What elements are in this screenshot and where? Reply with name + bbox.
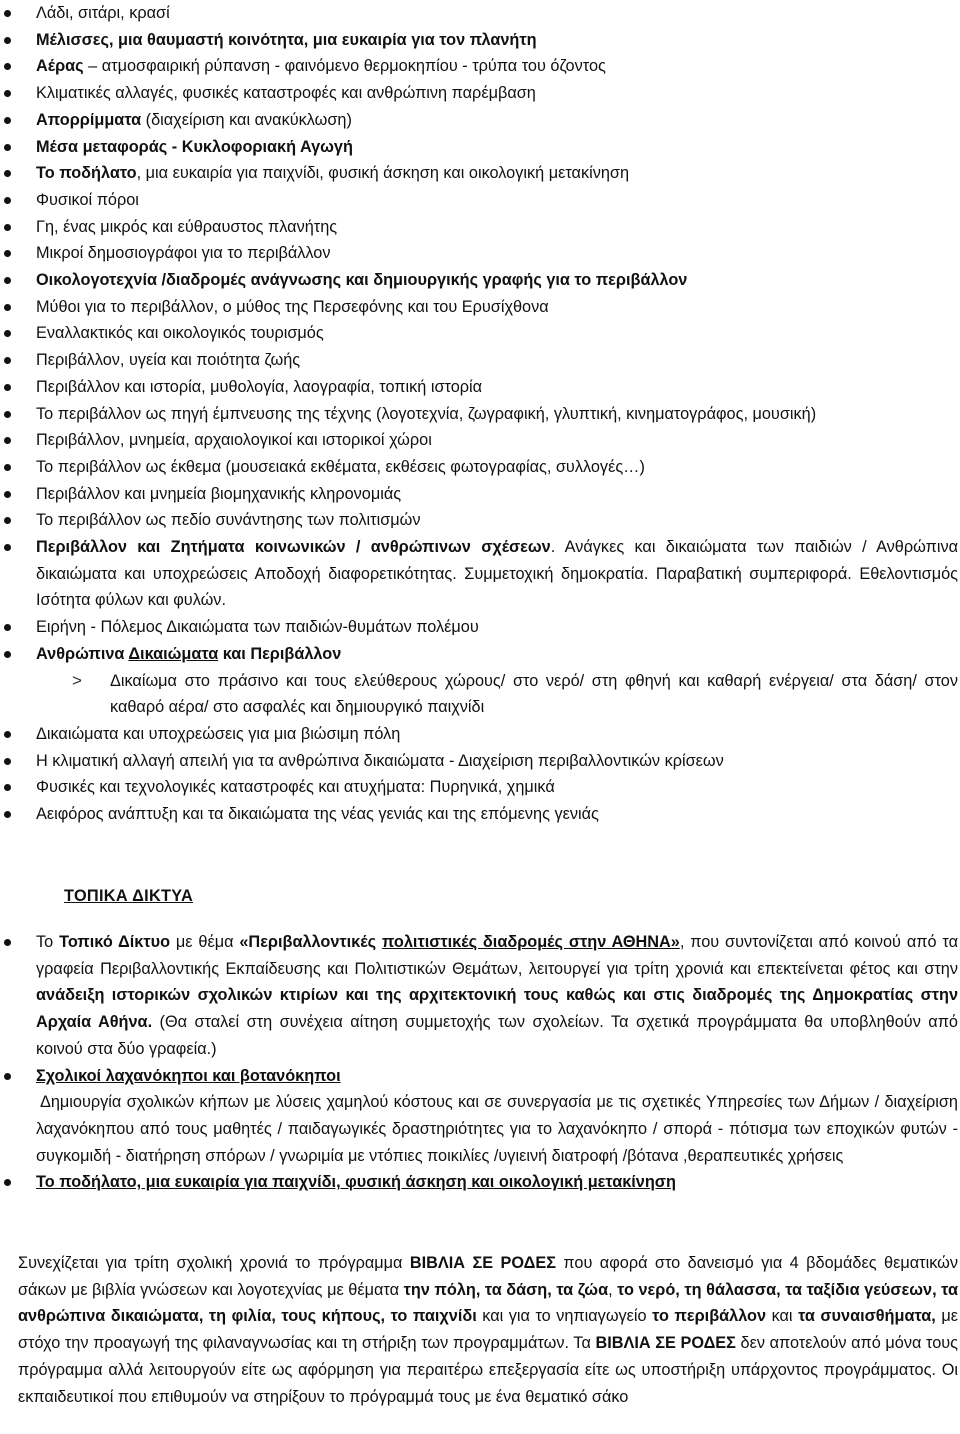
bullet-icon <box>4 277 11 284</box>
text-run: και <box>766 1307 799 1326</box>
list-item-text <box>36 725 400 743</box>
text-run: Μύθοι για το περιβάλλον, ο μύθος της Περσεφόνης και του Ερυσίχθονα <box>36 297 549 316</box>
text-run: πολιτιστικές διαδρομές στην ΑΘΗΝΑ» <box>381 933 680 951</box>
text-run: , <box>608 1280 618 1299</box>
text-run: Απορρίμματα <box>36 110 142 129</box>
list-item-text <box>36 778 555 796</box>
text-run: και για το νηπιαγωγείο <box>476 1307 653 1326</box>
text-run: , που συντονίζεται από κοινού από τα γραφεία Περιβαλλοντικής Εκπαίδευσης και Πολιτιστικών Θεμάτων, λειτουργεί για τρίτη χρονιά και επεκτείνεται φέτος και στην <box>36 933 958 978</box>
text-run: «Περιβαλλοντικές <box>239 933 382 951</box>
topic-item <box>0 267 960 294</box>
text-run: Δικαιώματα και υποχρεώσεις για μια βιώσιμη πόλη <box>36 724 401 743</box>
text-run: Περιβάλλον, μνημεία, αρχαιολογικοί και ιστορικοί χώροι <box>36 431 432 450</box>
text-run: Περιβάλλον και ιστορία, μυθολογία, λαογραφία, τοπική ιστορία <box>36 377 483 396</box>
text-run: Φυσικές και τεχνολογικές καταστροφές και ατυχήματα: Πυρηνικά, χημικά <box>36 778 555 797</box>
topic-item <box>0 801 960 828</box>
text-run: Σχολικοί λαχανόκηποι και βοτανόκηποι <box>36 1066 341 1085</box>
bullet-icon <box>4 304 11 311</box>
bullet-icon <box>4 411 11 418</box>
bullet-icon <box>4 784 11 791</box>
bullet-icon <box>4 491 11 498</box>
topic-item <box>0 134 960 161</box>
bullet-icon <box>4 117 11 124</box>
bullet-icon <box>4 624 11 631</box>
bullet-icon <box>4 357 11 364</box>
bullet-icon <box>4 811 11 818</box>
text-run: που αφορά στο δανεισμό για 4 βδομάδες θεματικών σάκων με βιβλία γνώσεων και λογοτεχνίας με θέματα <box>18 1254 958 1299</box>
text-run: και Περιβάλλον <box>218 644 342 663</box>
text-run: Το ποδήλατο <box>36 164 137 183</box>
text-run: ανάδειξη ιστορικών σχολικών κτιρίων και της αρχιτεκτονική τους καθώς και στις διαδρομές της Δημοκρατίας στην Αρχαία Αθήνα. <box>36 986 958 1032</box>
list-item-text <box>36 164 629 182</box>
topic-item <box>0 107 960 134</box>
text-run: την πόλη, τα δάση, τα ζώα <box>403 1280 609 1299</box>
closing-paragraph <box>18 1250 958 1410</box>
text-run: Το περιβάλλον ως έκθεμα (μουσειακά εκθέματα, εκθέσεις φωτογραφίας, συλλογές…) <box>36 457 645 476</box>
bullet-icon <box>4 224 11 231</box>
text-run: Εναλλακτικός και οικολογικός τουρισμός <box>36 324 324 343</box>
topic-item <box>0 454 960 481</box>
text-run: Ειρήνη - Πόλεμος Δικαιώματα των παιδιών-θυμάτων πολέμου <box>36 618 479 637</box>
list-item-text <box>36 431 432 449</box>
list-item-text <box>36 298 549 316</box>
text-run: Λάδι, σιτάρι, κρασί <box>36 4 170 22</box>
text-run: Γη, ένας μικρός και εύθραυστος πλανήτης <box>36 217 338 236</box>
text-run: Περιβάλλον και Ζητήματα κοινωνικών / ανθρώπινων σχέσεων <box>36 538 551 557</box>
text-run: Τοπικό Δίκτυο <box>59 933 171 951</box>
list-item-text <box>36 84 536 102</box>
text-run: Ανθρώπινα <box>36 644 129 663</box>
bullet-icon <box>4 544 11 551</box>
topic-item <box>0 534 960 614</box>
text-run: , μια ευκαιρία για παιχνίδι, φυσική άσκηση και οικολογική μετακίνηση <box>136 164 630 183</box>
list-item-text <box>36 1067 341 1085</box>
topic-item <box>0 401 960 428</box>
text-run: Αειφόρος ανάπτυξη και τα δικαιώματα της νέας γενιάς και της επόμενης γενιάς <box>36 805 599 824</box>
bullet-icon <box>4 1073 11 1080</box>
bullet-icon <box>4 437 11 444</box>
topic-item <box>0 0 960 27</box>
text-run: Μικροί δημοσιογράφοι για το περιβάλλον <box>36 244 331 263</box>
list-item-text <box>36 405 816 423</box>
topic-item <box>0 614 960 641</box>
text-run: με στόχο την προαγωγή της φιλαναγνωσίας και τη στήριξη των προγραμμάτων. Τα <box>18 1307 958 1353</box>
topic-item <box>0 774 960 801</box>
topic-item <box>0 240 960 267</box>
bullet-icon <box>4 170 11 177</box>
list-item-text <box>36 57 606 75</box>
topic-item <box>0 427 960 454</box>
text-run: Η κλιματική αλλαγή απειλή για τα ανθρώπινα δικαιώματα - Διαχείριση περιβαλλοντικών κρίσεων <box>36 751 724 770</box>
bullet-icon <box>4 1179 11 1186</box>
topic-item <box>0 481 960 508</box>
list-item-text <box>36 458 645 476</box>
list-item-text <box>36 645 341 663</box>
list-item-text <box>36 538 958 609</box>
text-run: Μέσα μεταφοράς - Κυκλοφοριακή Αγωγή <box>36 137 353 156</box>
list-item-text <box>36 244 330 262</box>
bullet-icon <box>4 37 11 44</box>
bullet-icon <box>4 464 11 471</box>
text-run: Αέρας <box>36 57 84 76</box>
text-run: Το ποδήλατο, μια ευκαιρία για παιχνίδι, φυσική άσκηση και οικολογική μετακίνηση <box>36 1173 676 1192</box>
list-item-text <box>36 4 170 22</box>
text-run: Περιβάλλον και μνημεία βιομηχανικής κληρονομιάς <box>36 484 402 503</box>
list-item-text <box>36 378 482 396</box>
list-item-text <box>36 218 337 236</box>
bullet-icon <box>4 939 11 946</box>
topic-item <box>0 347 960 374</box>
bullet-icon <box>4 10 11 17</box>
list-item-text <box>36 752 724 770</box>
text-run: δεν αποτελούν από μόνα τους πρόγραμμα αλλά λειτουργούν είτε ως αφόρμηση για περαιτέρω επεξεργασία είτε ως υποστήριξη υπάρχοντος προγράμματος. Οι εκπαιδευτικοί που επιθυμούν να στηρίξουν το πρόγραμμά τους με ένα θεματικό σάκο <box>18 1334 958 1406</box>
bullet-icon <box>4 63 11 70</box>
list-item-text <box>36 111 352 129</box>
topic-item <box>0 507 960 534</box>
list-item-text <box>36 933 958 1058</box>
text-run: Δικαιώματα <box>128 644 219 663</box>
topic-item <box>0 294 960 321</box>
bullet-icon <box>4 250 11 257</box>
topic-item <box>0 721 960 748</box>
topic-item <box>0 80 960 107</box>
sub-item <box>0 668 960 721</box>
bullet-icon <box>4 197 11 204</box>
topic-item <box>0 374 960 401</box>
list-item-text <box>36 618 479 636</box>
bullet-icon <box>4 144 11 151</box>
list-item-text <box>36 805 599 823</box>
network-item <box>0 1063 960 1090</box>
list-item-text <box>36 191 139 209</box>
text-run: (Θα σταλεί στη συνέχεια αίτηση συμμετοχής των σχολείων. Τα σχετικά προγράμματα θα υποβληθούν από κοινού στα δύο γραφεία.) <box>36 1013 958 1058</box>
bullet-icon <box>4 330 11 337</box>
text-run: τα συναισθήματα, <box>798 1307 936 1326</box>
network-item <box>0 929 960 1063</box>
text-run: – ατμοσφαιρική ρύπανση - φαινόμενο θερμοκηπίου - τρύπα του όζοντος <box>83 57 606 76</box>
text-run: Οικολογοτεχνία /διαδρομές ανάγνωσης και δημιουργικής γραφής για το περιβάλλον <box>36 271 688 290</box>
bullet-icon <box>4 758 11 765</box>
topic-item <box>0 748 960 775</box>
text-run: Το περιβάλλον ως πηγή έμπνευσης της τέχνης (λογοτεχνία, ζωγραφική, γλυπτική, κινηματογράφος, μουσική) <box>36 404 817 423</box>
text-run: Το περιβάλλον ως πεδίο συνάντησης των πολιτισμών <box>36 511 421 530</box>
sub-item-text: Δικαίωμα στο πράσινο και τους ελεύθερους χώρους/ στο νερό/ στη φθηνή και καθαρή ενέργεια/ στα δάση/ στον καθαρό αέρα/ στο ασφαλές και δημιουργικό παιχνίδι <box>110 671 958 717</box>
bullet-icon <box>4 384 11 391</box>
text-run: το νερό, τη θάλασσα, τα ταξίδια γεύσεων, τα ανθρώπινα δικαιώματα, τη φιλία, τους κήπους, το παιχνίδι <box>18 1280 958 1326</box>
list-item-text <box>36 138 353 156</box>
item-description: Δημιουργία σχολικών κήπων με λύσεις χαμηλού κόστους και σε συνεργασία με τις σχετικές Υπηρεσίες των Δήμων / διαχείριση λαχανόκηπου από τους μαθητές / παιδαγωγικές δραστηριότητες για το λαχανόκηπο / σπορά - πότισμα των εποχικών φυτών - συγκομιδή - διατήρηση σπόρων / γνωριμία με ντόπιες ποικιλίες /υγιεινή διατροφή /βότανα ,θεραπευτικές χρήσεις <box>36 1093 958 1165</box>
text-run: ΒΙΒΛΙΑ ΣΕ ΡΟΔΕΣ <box>409 1254 556 1272</box>
list-item-text <box>36 1173 676 1191</box>
list-item-text <box>36 324 324 342</box>
section-heading-local-networks: ΤΟΠΙΚΑ ΔΙΚΤΥΑ <box>64 887 193 905</box>
list-item-text <box>36 271 687 289</box>
list-item-text <box>36 511 420 529</box>
text-run: (διαχείριση και ανακύκλωση) <box>141 110 352 129</box>
bullet-icon <box>4 90 11 97</box>
text-run: με θέμα <box>170 933 240 951</box>
text-run: το περιβάλλον <box>652 1307 767 1326</box>
text-run: Φυσικοί πόροι <box>36 190 139 209</box>
list-item-text <box>36 351 300 369</box>
bullet-icon <box>4 651 11 658</box>
text-run: Κλιματικές αλλαγές, φυσικές καταστροφές και ανθρώπινη παρέμβαση <box>36 84 536 103</box>
text-run: Το <box>36 933 60 951</box>
topic-item <box>0 160 960 187</box>
networks-list <box>0 929 960 1196</box>
bullet-icon <box>4 731 11 738</box>
topic-item <box>0 214 960 241</box>
list-item-text <box>36 31 537 49</box>
text-run: . Ανάγκες και δικαιώματα των παιδιών / Ανθρώπινα δικαιώματα και υποχρεώσεις Αποδοχή διαφορετικότητας. Συμμετοχική δημοκρατία. Παραβατική συμπεριφορά. Εθελοντισμός Ισότητα φύλων και φυλών. <box>36 538 958 610</box>
text-run: Περιβάλλον, υγεία και ποιότητα ζωής <box>36 351 301 370</box>
topic-item <box>0 53 960 80</box>
topic-item <box>0 187 960 214</box>
text-run: ΒΙΒΛΙΑ ΣΕ ΡΟΔΕΣ <box>595 1334 736 1353</box>
list-item-text <box>36 485 401 503</box>
topic-item <box>0 27 960 54</box>
text-run: Μέλισσες, μια θαυμαστή κοινότητα, μια ευκαιρία για τον πλανήτη <box>36 30 537 49</box>
text-run: Συνεχίζεται για τρίτη σχολική χρονιά το πρόγραμμα <box>18 1254 410 1272</box>
topic-item <box>0 641 960 668</box>
topic-item <box>0 320 960 347</box>
network-item <box>0 1169 960 1196</box>
arrow-icon: > <box>72 670 82 690</box>
bullet-icon <box>4 517 11 524</box>
